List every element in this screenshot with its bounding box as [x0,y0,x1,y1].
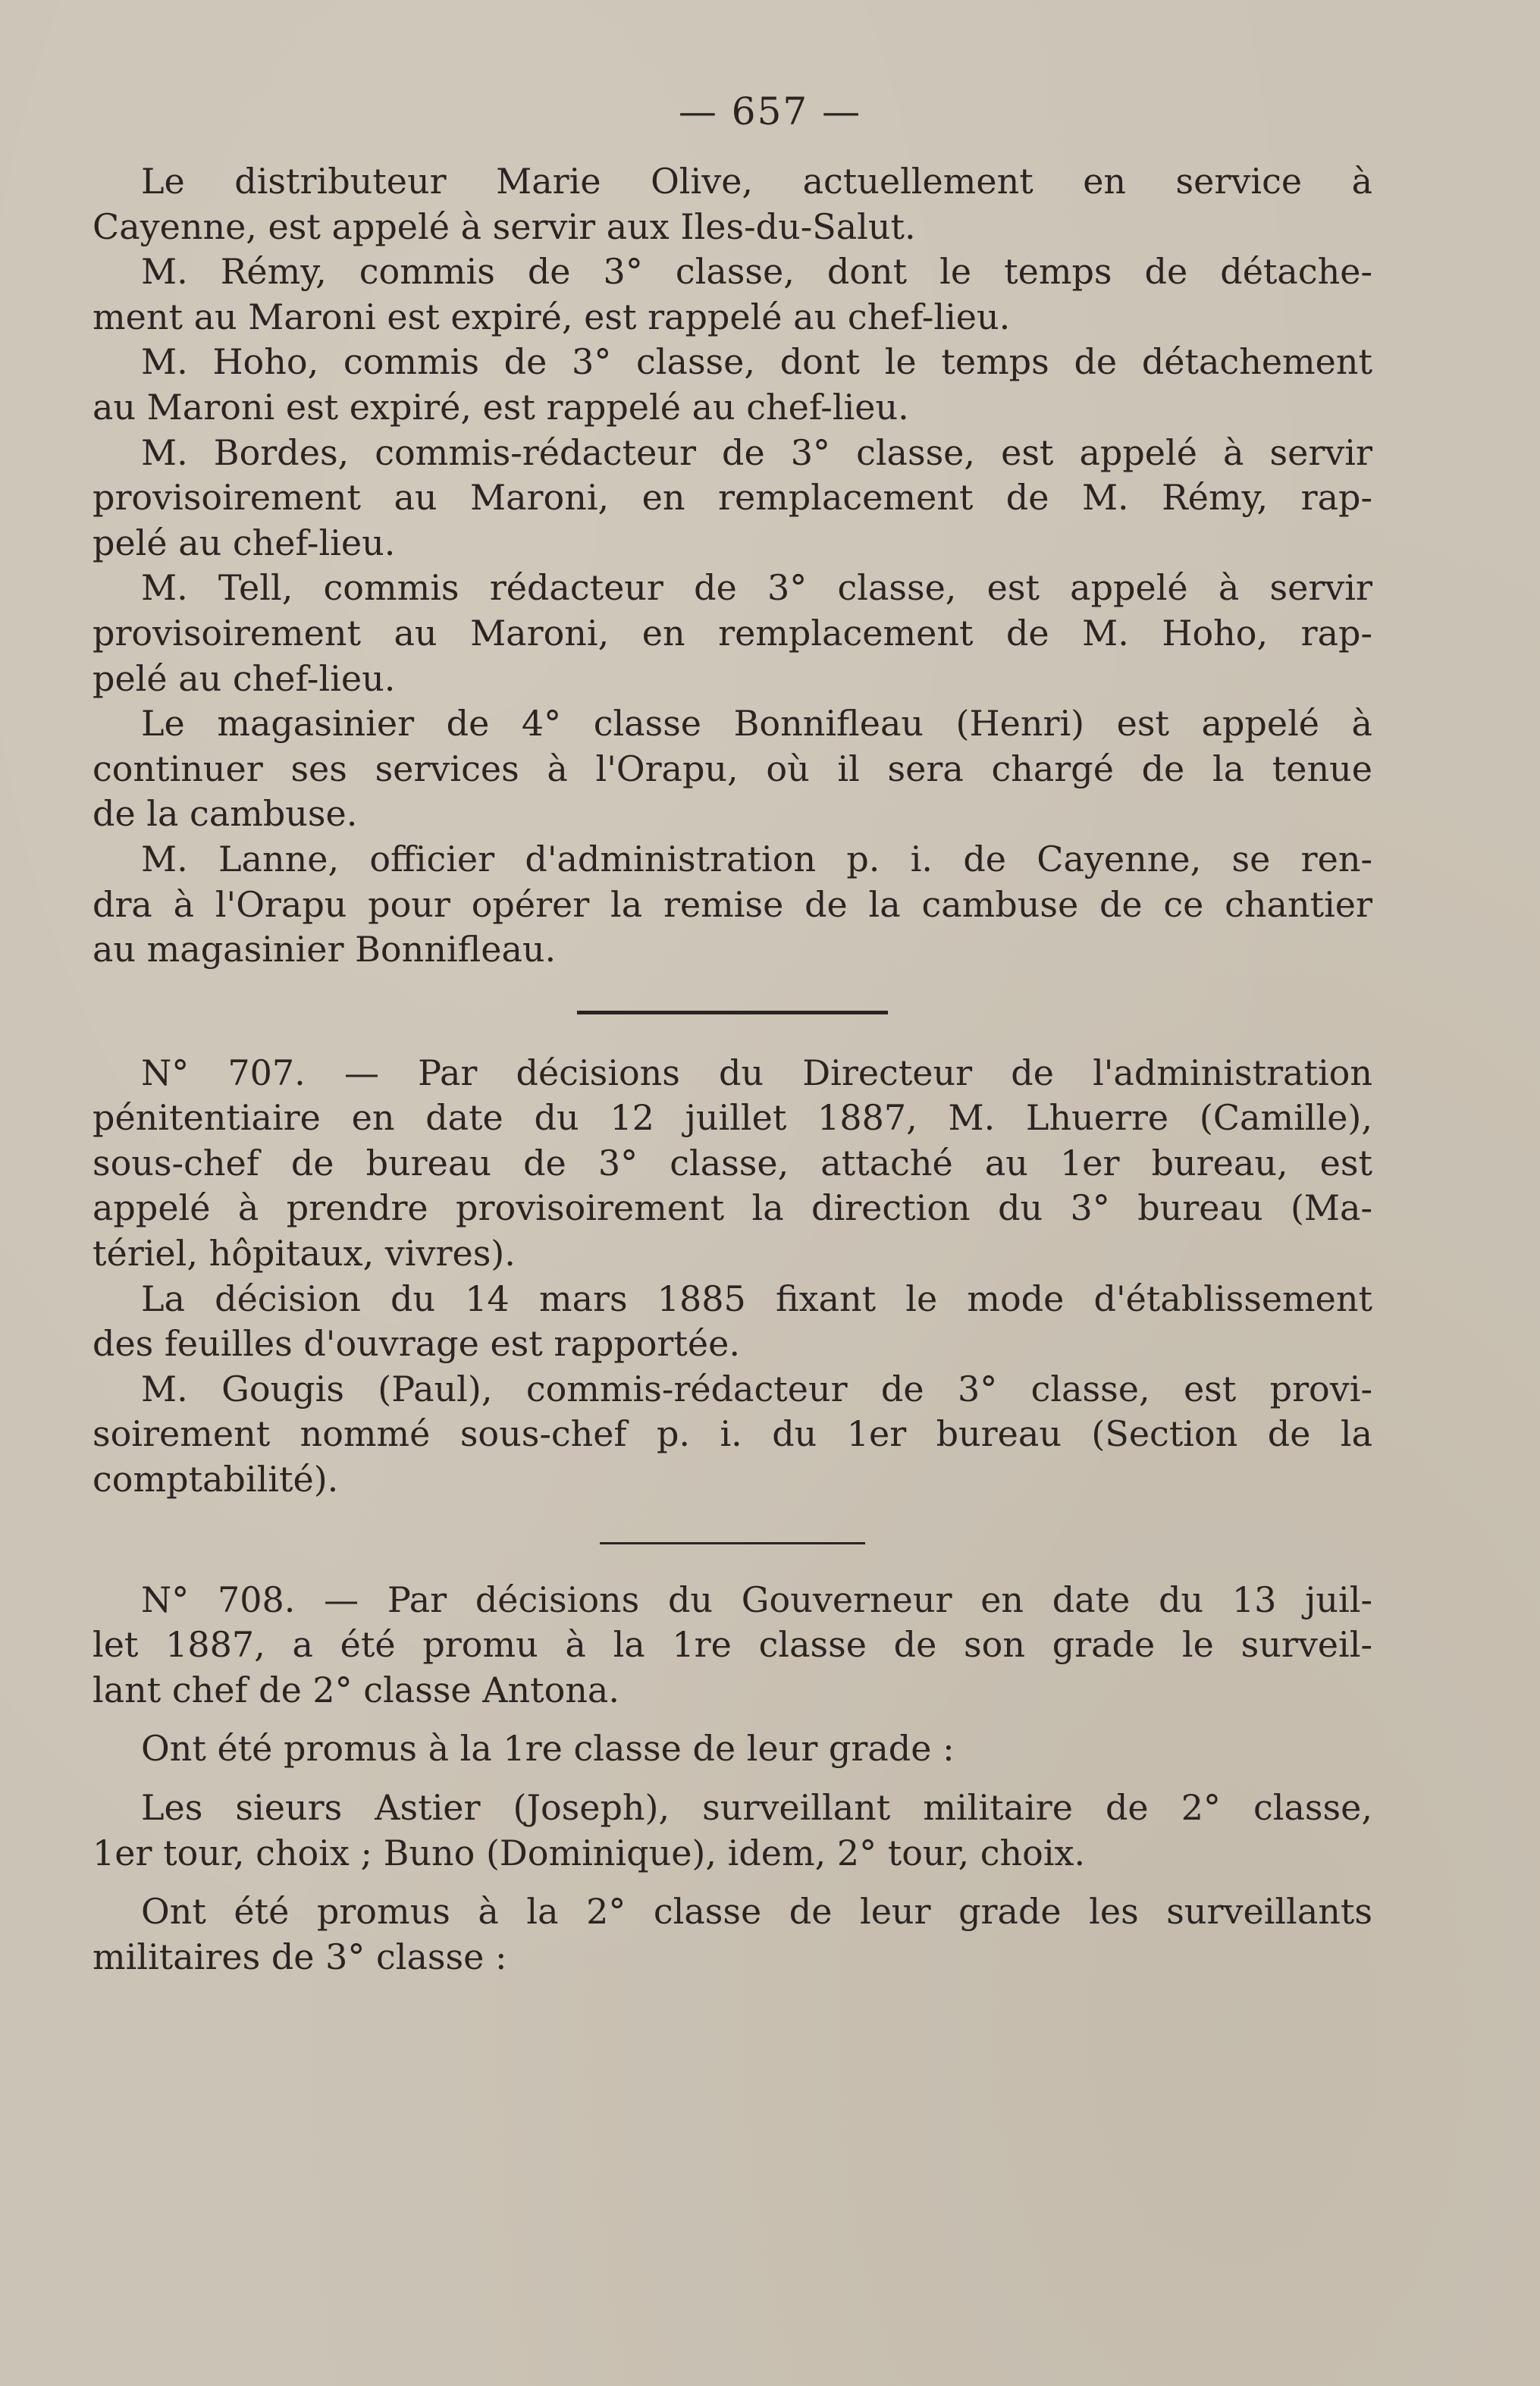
paragraph-decision-1885 [93,1277,1372,1367]
text-line: provisoirement au Maroni, en remplacement de M. Rémy, rap- [93,477,1372,519]
text-line: de la cambuse. [93,793,358,835]
text-line: comptabilité). [93,1459,339,1500]
text-line: soirement nommé sous-chef p. i. du 1er bureau (Section de la [93,1413,1372,1455]
paragraph-gougis [93,1367,1372,1503]
text-line: militaires de 3° classe : [93,1936,507,1977]
text-line: M. Gougis (Paul), commis-rédacteur de 3° classe, est provi- [141,1368,1372,1409]
text-line: La décision du 14 mars 1885 fixant le mode d'établissement [141,1278,1372,1319]
text-line: M. Rémy, commis de 3° classe, dont le temps de détache- [141,251,1372,293]
text-line: provisoirement au Maroni, en remplacement de M. Hoho, rap- [93,612,1372,654]
text-line: N° 707. — Par décisions du Directeur de l'administration [141,1052,1372,1093]
spacer [93,1772,1372,1786]
paragraph-decision-708 [93,1578,1372,1713]
text-line: let 1887, a été promu à la 1re classe de son grade le surveil- [93,1624,1372,1666]
text-line: ment au Maroni est expiré, est rappelé au chef-lieu. [93,296,1011,337]
paragraph-decision-707 [93,1051,1372,1277]
text-line: M. Lanne, officier d'administration p. i. de Cayenne, se ren- [141,838,1372,879]
text-line: au Maroni est expiré, est rappelé au chef-lieu. [93,386,909,428]
text-line: M. Bordes, commis-rédacteur de 3° classe, est appelé à servir [141,431,1372,473]
paragraph-bonnifleau [93,701,1372,837]
text-line: 1er tour, choix ; Buno (Dominique), idem, 2° tour, choix. [93,1832,1086,1873]
text-line: Les sieurs Astier (Joseph), surveillant militaire de 2° classe, [141,1787,1372,1828]
spacer [93,1713,1372,1726]
page-body [93,159,1372,1980]
paragraph-promus-1re [93,1726,1372,1772]
text-line: Ont été promus à la 2° classe de leur grade les surveillants [141,1891,1372,1933]
text-line: appelé à prendre provisoirement la direction du 3° bureau (Ma- [93,1187,1372,1229]
page-number: — 657 — [678,89,862,133]
text-line: Cayenne, est appelé à servir aux Iles-du-Salut. [93,205,916,247]
text-line: au magasinier Bonnifleau. [93,929,557,970]
text-line: N° 708. — Par décisions du Gouverneur en date du 13 juil- [141,1579,1372,1620]
text-line: tériel, hôpitaux, vivres). [93,1233,516,1275]
text-line: lant chef de 2° classe Antona. [93,1669,619,1710]
text-line: Le magasinier de 4° classe Bonnifleau (Henri) est appelé à [141,703,1372,745]
spacer [93,1876,1372,1889]
text-line: Ont été promus à la 1re classe de leur grade : [141,1728,955,1770]
text-line: continuer ses services à l'Orapu, où il sera chargé de la tenue [93,748,1372,789]
paragraph-tell [93,566,1372,701]
text-line: M. Tell, commis rédacteur de 3° classe, est appelé à servir [141,567,1372,609]
section-divider [577,1011,888,1014]
paragraph-promus-2e [93,1889,1372,1980]
text-line: pénitentiaire en date du 12 juillet 1887, M. Lhuerre (Camille), [93,1097,1372,1139]
paragraph-hoho [93,340,1372,430]
paragraph-bordes [93,431,1372,566]
paragraph-distributeur [93,159,1372,249]
text-line: pelé au chef-lieu. [93,657,396,699]
paragraph-astier-buno [93,1786,1372,1876]
text-line: M. Hoho, commis de 3° classe, dont le temps de détachement [141,341,1372,383]
text-line: dra à l'Orapu pour opérer la remise de la cambuse de ce chantier [93,883,1372,925]
text-line: sous-chef de bureau de 3° classe, attaché au 1er bureau, est [93,1142,1372,1184]
section-divider [600,1542,865,1544]
text-line: pelé au chef-lieu. [93,522,396,563]
paragraph-lanne [93,837,1372,973]
text-line: Le distributeur Marie Olive, actuellement en service à [141,161,1372,202]
text-line: des feuilles d'ouvrage est rapportée. [93,1323,740,1365]
paragraph-remy [93,249,1372,340]
